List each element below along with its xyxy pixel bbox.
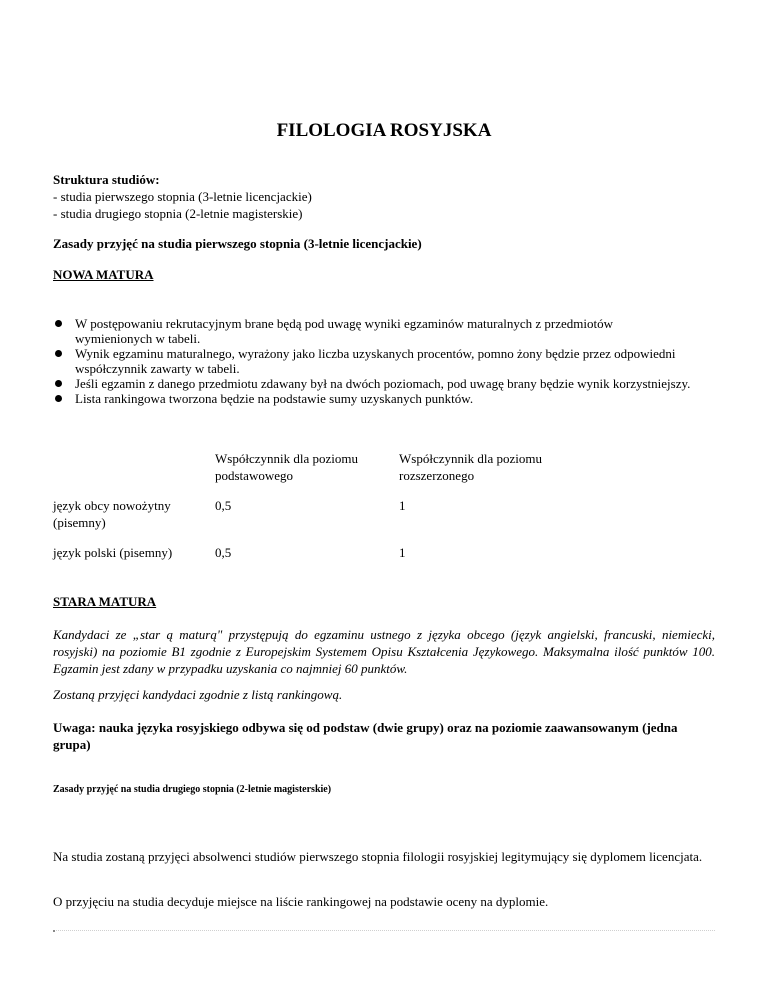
table-cell: 1	[399, 498, 406, 513]
table-cell: język polski (pisemny)	[53, 545, 173, 560]
list-item-text: Lista rankingowa tworzona będzie na podstawie sumy uzyskanych punktów.	[75, 391, 474, 406]
nowa-matura-heading: NOWA MATURA	[53, 267, 154, 282]
table-header-cell: Współczynnik dla poziomu podstawowego	[215, 451, 358, 483]
table-header-row	[53, 450, 579, 497]
table-header-cell	[53, 450, 215, 497]
table-cell: język obcy nowożytny (pisemny)	[53, 498, 171, 530]
page-title: FILOLOGIA ROSYJSKA	[276, 120, 492, 141]
bullet-icon	[55, 320, 62, 327]
table-cell: 0,5	[215, 498, 232, 513]
table-cell: 1	[399, 545, 406, 560]
admission-second-heading: Zasady przyjęć na studia drugiego stopnia (2-letnie magisterskie)	[53, 784, 332, 795]
stara-matura-ranking: Zostaną przyjęci kandydaci zgodnie z listą rankingową.	[53, 687, 343, 702]
structure-item: - studia pierwszego stopnia (3-letnie licencjackie)	[53, 189, 312, 204]
structure-item: - studia drugiego stopnia (2-letnie magisterskie)	[53, 206, 303, 221]
table-header-cell: Współczynnik dla poziomu rozszerzonego	[399, 451, 542, 483]
stara-matura-paragraph: Kandydaci ze „star ą maturą" przystępują do egzaminu ustnego z języka obcego (język angielski, francuski, niemiecki, rosyjski) na poziomie B1 zgodnie z Europejskim Systemem Opisu Kształcenia Językowego. Maksymalna ilość punktów 100. Egzamin jest zdany w przypadku uzyskania co najmniej 60 punktów.	[53, 627, 715, 676]
second-paragraph: O przyjęciu na studia decyduje miejsce na liście rankingowej na podstawie oceny na dyplomie.	[53, 894, 549, 909]
footer-mark	[53, 930, 55, 932]
nowa-matura-list	[53, 316, 693, 406]
bullet-icon	[55, 395, 62, 402]
admission-first-heading: Zasady przyjęć na studia pierwszego stopnia (3-letnie licencjackie)	[53, 236, 422, 251]
list-item	[53, 376, 693, 391]
structure-section	[53, 171, 312, 222]
table-cell: 0,5	[215, 545, 232, 560]
stara-matura-heading: STARA MATURA	[53, 594, 157, 609]
list-item-text: Wynik egzaminu maturalnego, wyrażony jako liczba uzyskanych procentów, pomno żony będzie przez odpowiedni współczynnik zawarty w tabeli.	[75, 346, 676, 376]
list-item-text: W postępowaniu rekrutacyjnym brane będą pod uwagę wyniki egzaminów maturalnych z przedmiotów wymienionych w tabeli.	[75, 316, 614, 346]
list-item	[53, 391, 693, 406]
list-item	[53, 316, 693, 346]
coefficient-table	[53, 450, 579, 561]
bullet-icon	[55, 350, 62, 357]
footer-divider	[53, 930, 715, 931]
second-paragraph: Na studia zostaną przyjęci absolwenci studiów pierwszego stopnia filologii rosyjskiej legitymujący się dyplomem licencjata.	[53, 849, 703, 864]
table-row	[53, 497, 579, 544]
structure-heading: Struktura studiów:	[53, 172, 160, 187]
table-row	[53, 544, 579, 561]
bullet-icon	[55, 380, 62, 387]
list-item-text: Jeśli egzamin z danego przedmiotu zdawany był na dwóch poziomach, pod uwagę brany będzie wynik korzystniejszy.	[75, 376, 691, 391]
uwaga-note: Uwaga: nauka języka rosyjskiego odbywa się od podstaw (dwie grupy) oraz na poziomie zaawansowanym (jedna grupa)	[53, 720, 678, 752]
list-item	[53, 346, 693, 376]
